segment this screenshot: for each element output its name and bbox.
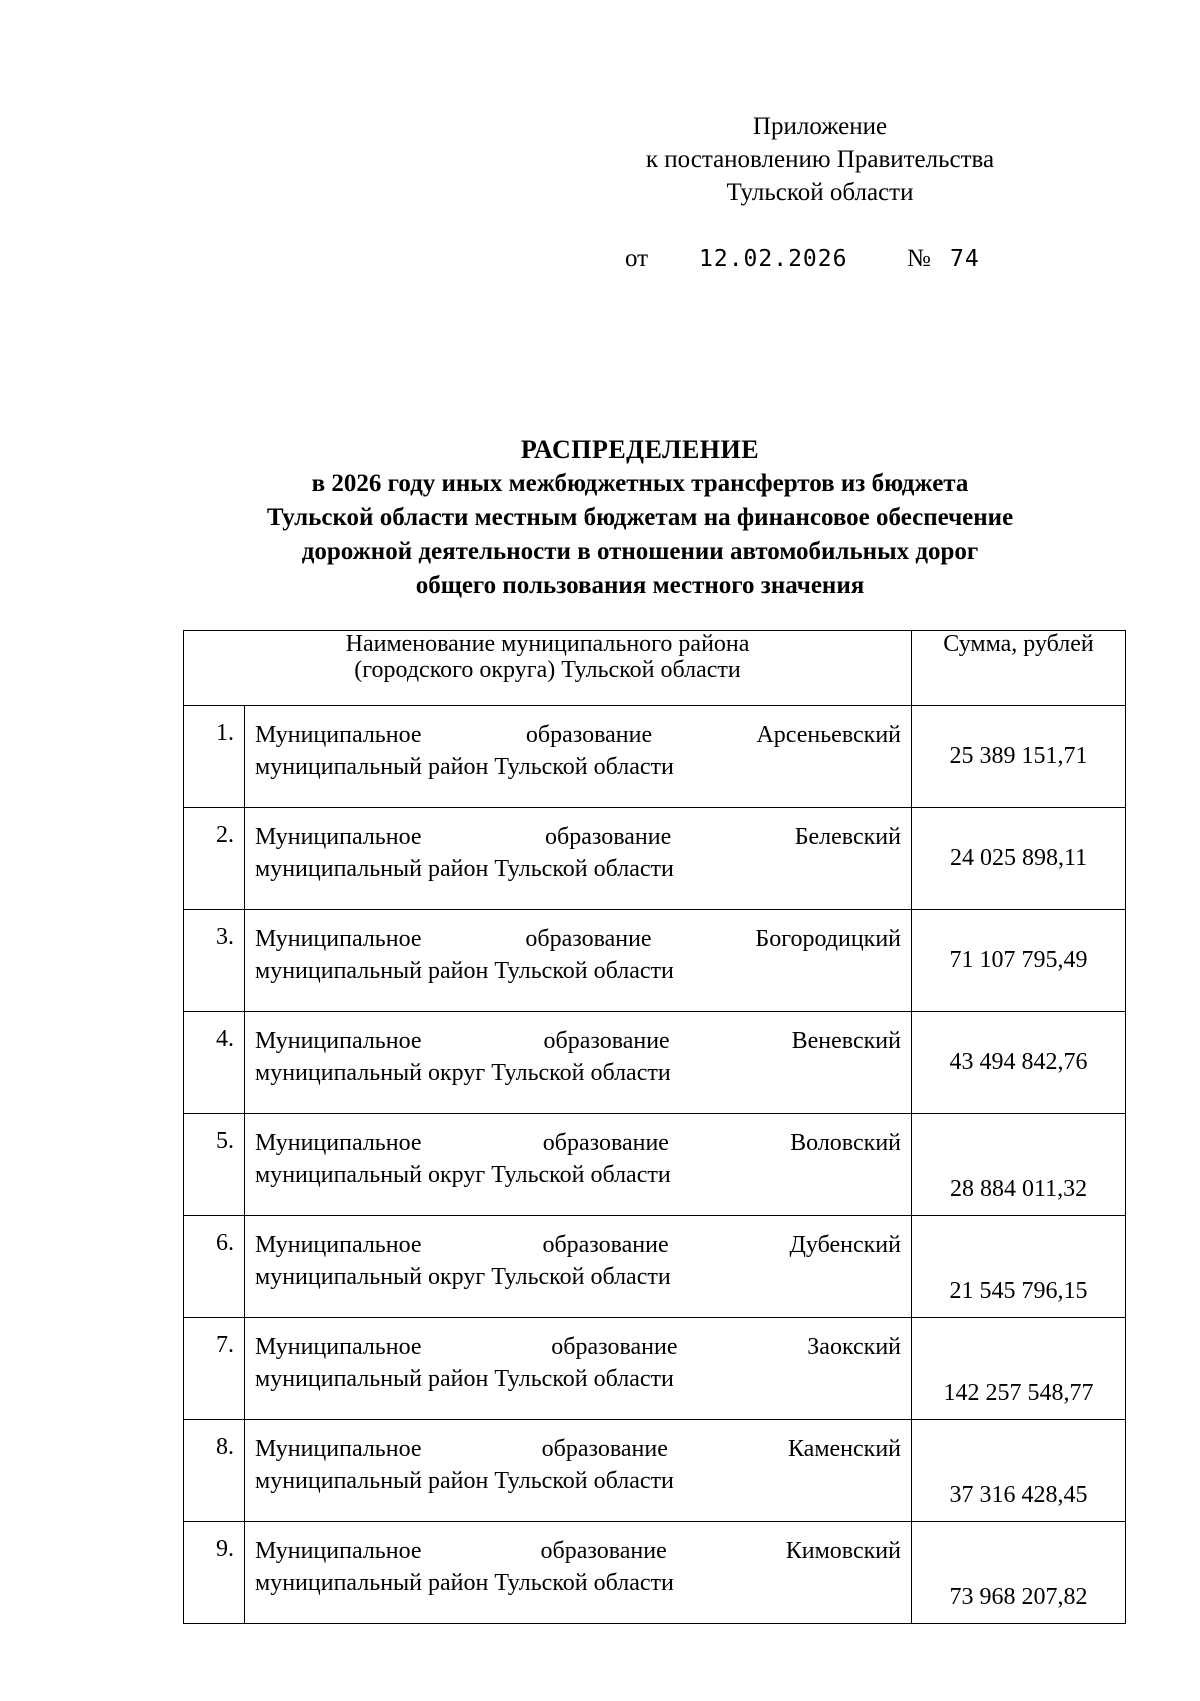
number-sign: № bbox=[907, 245, 931, 272]
row-number: 8. bbox=[184, 1420, 245, 1522]
municipality-word: образование bbox=[543, 1028, 670, 1054]
row-number: 1. bbox=[184, 706, 245, 808]
table-row bbox=[184, 808, 1126, 910]
table-row bbox=[184, 1012, 1126, 1114]
row-sum: 25 389 151,71 bbox=[912, 706, 1126, 808]
row-municipality bbox=[245, 910, 912, 1012]
row-number: 6. bbox=[184, 1216, 245, 1318]
row-number: 7. bbox=[184, 1318, 245, 1420]
municipality-line1 bbox=[255, 719, 901, 751]
municipality-word: образование bbox=[551, 1334, 678, 1360]
municipality-line2: муниципальный район Тульской области bbox=[255, 1366, 674, 1392]
row-sum: 142 257 548,77 bbox=[912, 1318, 1126, 1420]
table-body bbox=[184, 706, 1126, 1624]
title-line: в 2026 году иных межбюджетных трансфертов из бюджета bbox=[311, 470, 969, 497]
title-line: дорожной деятельности в отношении автомобильных дорог bbox=[301, 538, 979, 565]
row-municipality bbox=[245, 808, 912, 910]
municipality-line1 bbox=[255, 1535, 901, 1567]
row-sum: 24 025 898,11 bbox=[912, 808, 1126, 910]
municipality-word: Муниципальное bbox=[255, 1538, 422, 1564]
row-sum: 73 968 207,82 bbox=[912, 1522, 1126, 1624]
title-main: РАСПРЕДЕЛЕНИЕ bbox=[520, 435, 760, 464]
municipality-word: Арсеньевский bbox=[756, 722, 902, 748]
municipality-word: Муниципальное bbox=[255, 1028, 422, 1054]
municipality-line2: муниципальный район Тульской области bbox=[255, 958, 674, 984]
appendix-line: Приложение bbox=[752, 113, 888, 140]
municipality-word: образование bbox=[542, 1232, 669, 1258]
municipality-word: Муниципальное bbox=[255, 926, 422, 952]
municipality-line2: муниципальный округ Тульской области bbox=[255, 1060, 671, 1086]
header-municipality-line: Наименование муниципального района bbox=[345, 631, 750, 657]
municipality-line1 bbox=[255, 1025, 901, 1057]
municipality-word: образование bbox=[541, 1436, 668, 1462]
distribution-table bbox=[183, 630, 1126, 1624]
header-municipality bbox=[184, 631, 912, 706]
table-row bbox=[184, 1114, 1126, 1216]
row-number: 5. bbox=[184, 1114, 245, 1216]
table-header-row bbox=[184, 631, 1126, 706]
row-number: 9. bbox=[184, 1522, 245, 1624]
municipality-word: Муниципальное bbox=[255, 1130, 422, 1156]
municipality-line1 bbox=[255, 1229, 901, 1261]
municipality-word: Заокский bbox=[807, 1334, 902, 1360]
municipality-word: образование bbox=[525, 926, 652, 952]
appendix-block bbox=[620, 110, 1020, 209]
row-municipality bbox=[245, 1114, 912, 1216]
municipality-line2: муниципальный округ Тульской области bbox=[255, 1264, 671, 1290]
municipality-line2: муниципальный район Тульской области bbox=[255, 1570, 674, 1596]
municipality-word: Воловский bbox=[790, 1130, 901, 1156]
row-number: 2. bbox=[184, 808, 245, 910]
table-row bbox=[184, 910, 1126, 1012]
row-number: 3. bbox=[184, 910, 245, 1012]
municipality-word: Муниципальное bbox=[255, 824, 422, 850]
row-sum: 37 316 428,45 bbox=[912, 1420, 1126, 1522]
row-sum: 71 107 795,49 bbox=[912, 910, 1126, 1012]
municipality-word: Дубенский bbox=[789, 1232, 901, 1258]
header-municipality-line: (городского округа) Тульской области bbox=[354, 657, 741, 683]
municipality-line1 bbox=[255, 1127, 901, 1159]
municipality-word: Богородицкий bbox=[755, 926, 902, 952]
municipality-word: Муниципальное bbox=[255, 722, 422, 748]
municipality-word: образование bbox=[540, 1538, 667, 1564]
row-municipality bbox=[245, 1522, 912, 1624]
row-municipality bbox=[245, 1318, 912, 1420]
municipality-line2: муниципальный район Тульской области bbox=[255, 754, 674, 780]
municipality-line1 bbox=[255, 1331, 901, 1363]
municipality-line1 bbox=[255, 923, 901, 955]
table-row bbox=[184, 1420, 1126, 1522]
table-row bbox=[184, 1522, 1126, 1624]
municipality-line1 bbox=[255, 821, 901, 853]
date-prefix: от bbox=[625, 245, 649, 272]
municipality-word: Кимовский bbox=[785, 1538, 901, 1564]
municipality-word: Белевский bbox=[794, 824, 901, 850]
resolution-number: 74 bbox=[950, 246, 980, 272]
resolution-date: 12.02.2026 bbox=[699, 246, 848, 272]
document-title bbox=[160, 433, 1120, 603]
municipality-word: Каменский bbox=[787, 1436, 902, 1462]
table-row bbox=[184, 1318, 1126, 1420]
row-municipality bbox=[245, 1216, 912, 1318]
resolution-date-number bbox=[625, 245, 980, 273]
municipality-word: образование bbox=[525, 722, 653, 748]
municipality-line2: муниципальный район Тульской области bbox=[255, 856, 674, 882]
municipality-line1 bbox=[255, 1433, 901, 1465]
row-municipality bbox=[245, 1012, 912, 1114]
municipality-word: образование bbox=[542, 1130, 669, 1156]
title-line: общего пользования местного значения bbox=[415, 572, 865, 599]
title-line: Тульской области местным бюджетам на финансовое обеспечение bbox=[266, 504, 1014, 531]
municipality-word: Муниципальное bbox=[255, 1334, 422, 1360]
row-sum: 21 545 796,15 bbox=[912, 1216, 1126, 1318]
row-sum: 43 494 842,76 bbox=[912, 1012, 1126, 1114]
header-sum: Сумма, рублей bbox=[912, 631, 1126, 706]
municipality-line2: муниципальный район Тульской области bbox=[255, 1468, 674, 1494]
appendix-line: к постановлению Правительства bbox=[645, 146, 995, 173]
table-row bbox=[184, 1216, 1126, 1318]
row-number: 4. bbox=[184, 1012, 245, 1114]
row-municipality bbox=[245, 1420, 912, 1522]
municipality-word: Муниципальное bbox=[255, 1232, 422, 1258]
table-row bbox=[184, 706, 1126, 808]
municipality-word: образование bbox=[545, 824, 672, 850]
municipality-line2: муниципальный округ Тульской области bbox=[255, 1162, 671, 1188]
row-sum: 28 884 011,32 bbox=[912, 1114, 1126, 1216]
municipality-word: Веневский bbox=[791, 1028, 901, 1054]
municipality-word: Муниципальное bbox=[255, 1436, 422, 1462]
appendix-line: Тульской области bbox=[726, 179, 914, 206]
row-municipality bbox=[245, 706, 912, 808]
